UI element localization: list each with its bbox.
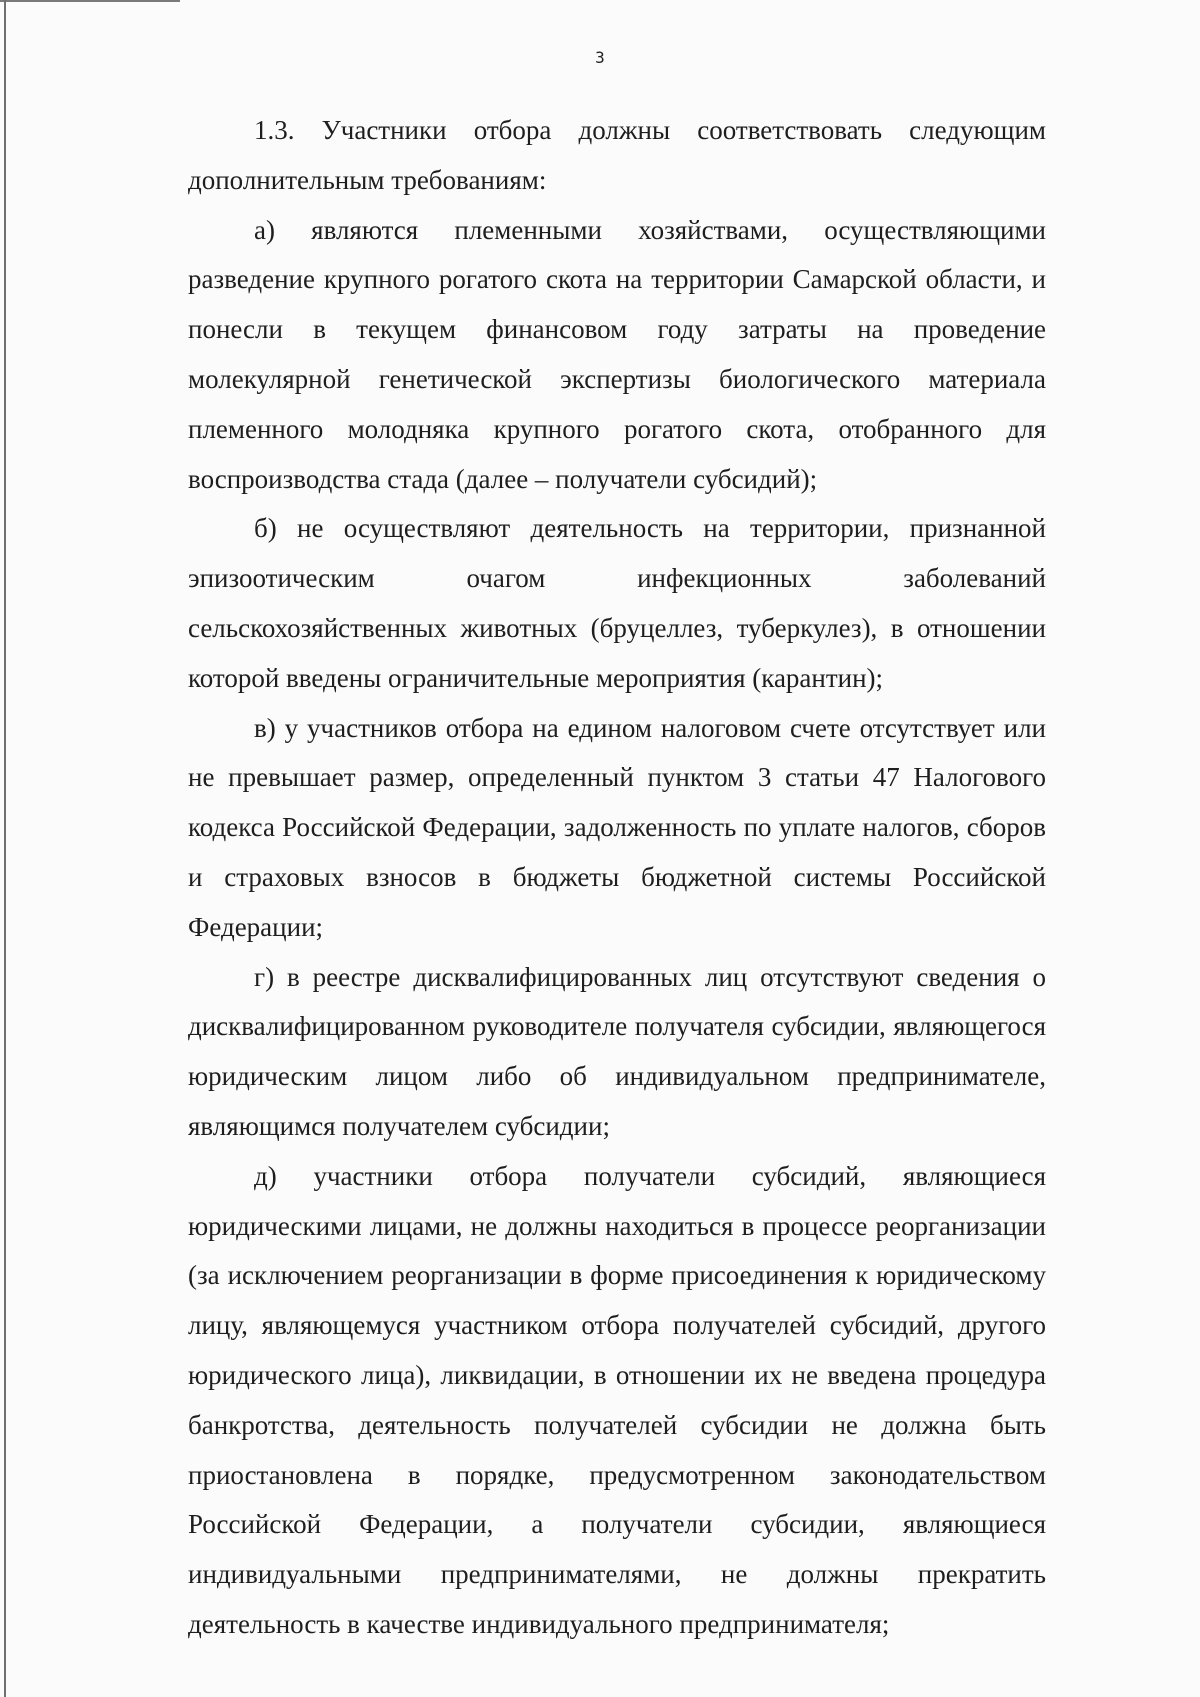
scan-edge-left-line xyxy=(4,0,6,1697)
page-number: 3 xyxy=(595,48,605,67)
paragraph-item-g: г) в реестре дисквалифицированных лиц отсутствуют сведения о дисквалифицированном руководителе получателя субсидии, являющегося юридическим лицом либо об индивидуальном предпринимателе, являющимся получателем субсидии; xyxy=(188,961,1046,1141)
paragraph-1-3-intro: 1.3. Участники отбора должны соответствовать следующим дополнительным требованиям: xyxy=(188,115,1046,195)
paragraph-item-v: в) у участников отбора на едином налоговом счете отсутствует или не превышает размер, определенный пунктом 3 статьи 47 Налогового кодекса Российской Федерации, задолженность по уплате налогов, сборов и страховых взносов в бюджеты бюджетной системы Российской Федерации; xyxy=(188,712,1046,942)
paragraph-item-a: а) являются племенными хозяйствами, осуществляющими разведение крупного рогатого скота на территории Самарской области, и понесли в текущем финансовом году затраты на проведение молекулярной генетической экспертизы биологического материала племенного молодняка крупного рогатого скота, отобранного для воспроизводства стада (далее – получатели субсидий); xyxy=(188,214,1046,494)
scan-edge-top-line xyxy=(0,0,180,2)
paragraph-item-d: д) участники отбора получатели субсидий, являющиеся юридическими лицами, не должны находиться в процессе реорганизации (за исключением реорганизации в форме присоединения к юридическому лицу, являющемуся участником отбора получателей субсидий, другого юридического лица), ликвидации, в отношении их не введена процедура банкротства, деятельность получателей субсидии не должна быть приостановлена в порядке, предусмотренном законодательством Российской Федерации, а получатели субсидии, являющиеся индивидуальными предпринимателями, не должны прекратить деятельность в качестве индивидуального предпринимателя; xyxy=(188,1160,1046,1639)
paragraph-item-b: б) не осуществляют деятельность на территории, признанной эпизоотическим очагом инфекционных заболеваний сельскохозяйственных животных (бруцеллез, туберкулез), в отношении которой введены ограничительные мероприятия (карантин); xyxy=(188,513,1046,693)
document-body xyxy=(188,106,1046,1650)
